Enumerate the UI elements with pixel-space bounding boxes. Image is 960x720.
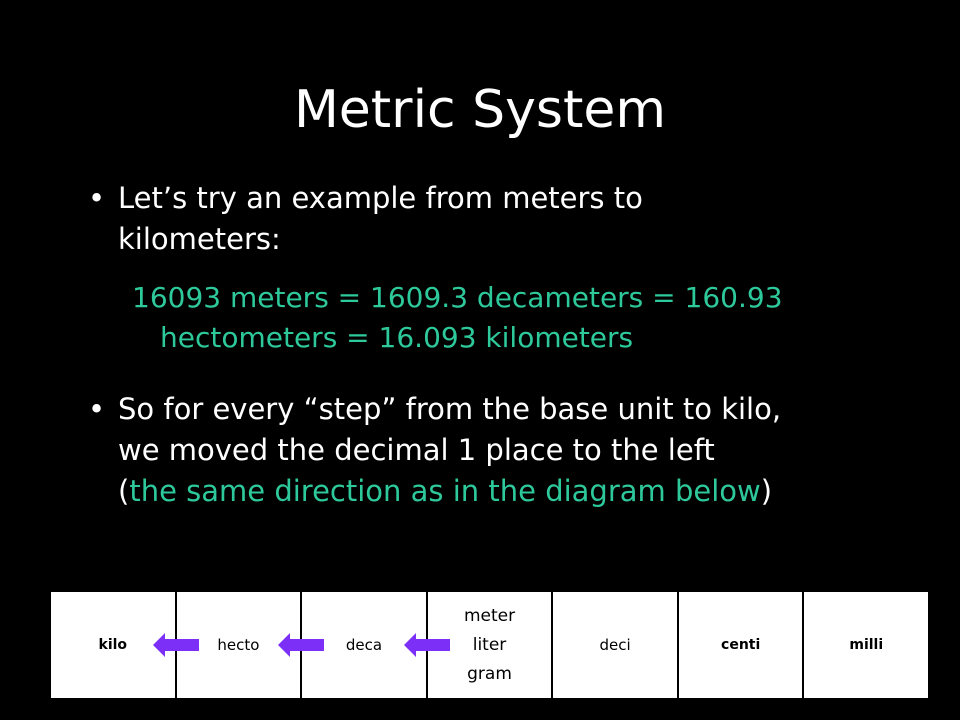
unit-label: deci: [599, 636, 631, 654]
bullet-2-line-2: we moved the decimal 1 place to the left: [118, 433, 715, 467]
paren-close: ): [760, 474, 773, 508]
base-unit-liter: liter: [472, 634, 507, 655]
bullet-2-line-3: [118, 471, 948, 512]
bullet-dot: •: [88, 181, 106, 215]
unit-cell-deca: [302, 592, 428, 698]
metric-prefix-table: [49, 590, 930, 700]
example-line-2: hectometers = 16.093 kilometers: [160, 321, 634, 354]
paren-open: (: [118, 474, 130, 508]
unit-cell-base: [428, 592, 554, 698]
unit-label: deca: [345, 636, 383, 654]
bullet-1-line-1: Let’s try an example from meters to: [118, 181, 643, 215]
base-unit-gram: gram: [467, 663, 512, 684]
base-unit-meter: meter: [463, 605, 516, 626]
bullet-2: [88, 389, 948, 512]
highlight-text: the same direction as in the diagram below: [129, 474, 761, 508]
bullet-1-line-2: kilometers:: [118, 222, 281, 256]
conversion-example: [132, 278, 952, 358]
bullet-dot: •: [88, 392, 106, 426]
unit-label: hecto: [217, 636, 260, 654]
unit-cell-centi: [679, 592, 805, 698]
unit-label: milli: [849, 637, 884, 653]
unit-cell-deci: [553, 592, 679, 698]
unit-label: centi: [721, 637, 761, 653]
slide-title: Metric System: [293, 80, 667, 140]
example-line-1: 16093 meters = 1609.3 decameters = 160.93: [132, 281, 783, 314]
unit-cell-kilo: [51, 592, 177, 698]
unit-label: kilo: [98, 637, 128, 653]
unit-cell-hecto: [177, 592, 303, 698]
unit-cell-milli: [804, 592, 928, 698]
bullet-2-line-1: So for every “step” from the base unit to kilo,: [118, 392, 782, 426]
bullet-1: [88, 178, 948, 260]
